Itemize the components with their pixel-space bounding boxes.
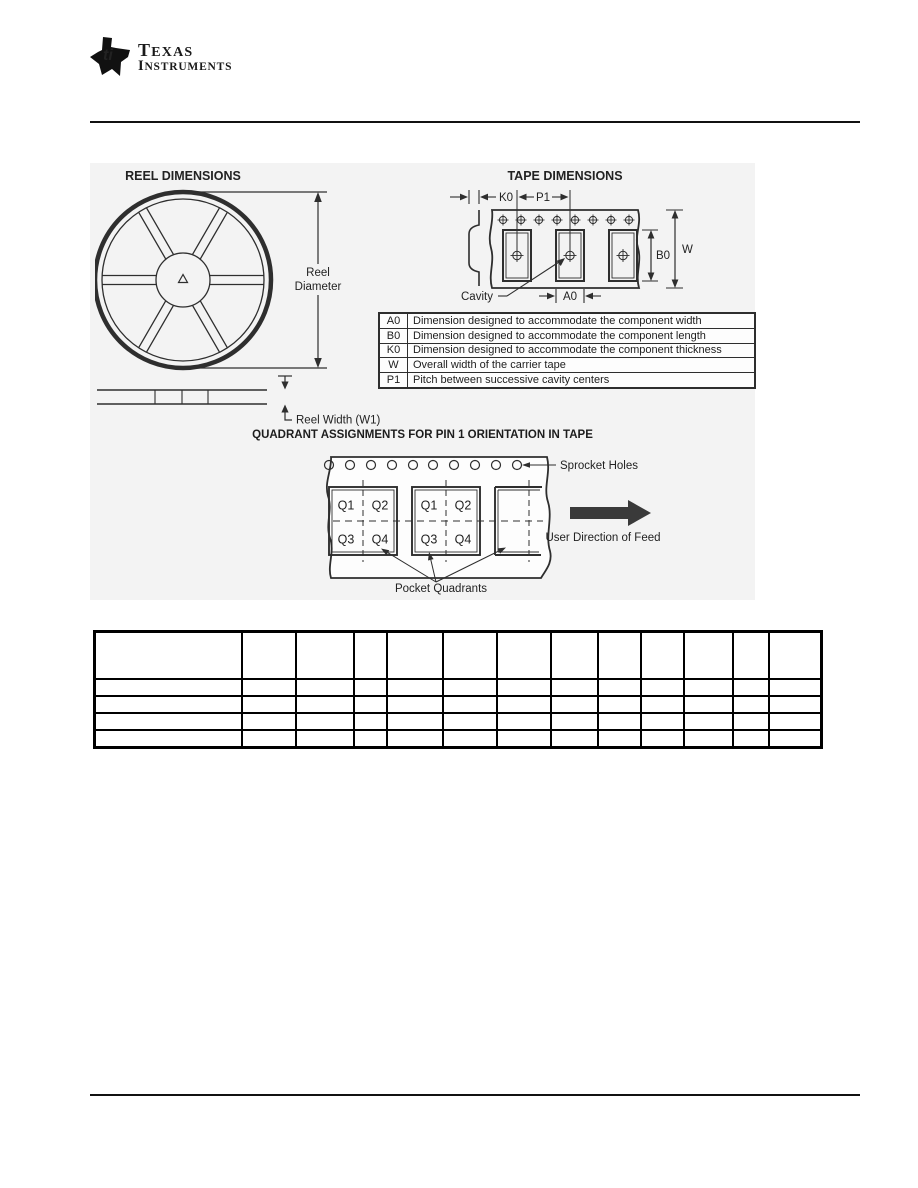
spec-cell — [551, 696, 598, 713]
spec-cell — [551, 679, 598, 696]
table-row — [379, 343, 755, 358]
spec-cell — [387, 696, 443, 713]
tape-sprocket-holes — [498, 215, 635, 226]
cavity-label: Cavity — [461, 291, 493, 303]
symbol-cell: K0 — [379, 343, 408, 358]
spec-cell — [95, 696, 242, 713]
spec-cell — [551, 632, 598, 680]
spec-data-row — [95, 679, 822, 696]
k0-dimension — [450, 190, 496, 204]
spec-cell — [598, 713, 641, 730]
feed-direction-label: User Direction of Feed — [545, 532, 661, 544]
tape-side-profile — [469, 210, 479, 286]
reel-diameter-label-2: Diameter — [294, 281, 342, 293]
header-rule — [90, 121, 860, 123]
a0-label: A0 — [562, 291, 578, 303]
sprocket-hole-icon — [606, 215, 617, 226]
spec-cell — [95, 632, 242, 680]
quadrant-title: QUADRANT ASSIGNMENTS FOR PIN 1 ORIENTATION IN TAPE — [252, 429, 593, 441]
spec-cell — [598, 730, 641, 748]
spec-cell — [641, 696, 684, 713]
spec-cell — [733, 696, 769, 713]
symbol-cell: A0 — [379, 313, 408, 328]
spec-cell — [354, 713, 387, 730]
description-cell: Dimension designed to accommodate the component width — [408, 313, 756, 328]
spec-cell — [733, 679, 769, 696]
pocket1-q4: Q4 — [371, 532, 389, 547]
spec-cell — [684, 730, 733, 748]
logo-texas: TEXAS — [138, 40, 194, 60]
ti-texas-mark-icon — [88, 36, 134, 80]
spec-cell — [497, 679, 551, 696]
spec-cell — [733, 632, 769, 680]
b0-label: B0 — [656, 250, 671, 262]
spec-cell — [684, 632, 733, 680]
reel-width-dimension — [278, 376, 292, 420]
reel-front-view — [95, 192, 271, 368]
spec-header-row — [95, 632, 822, 680]
spec-cell — [95, 713, 242, 730]
pocket2-q1: Q1 — [420, 498, 438, 513]
symbol-cell: W — [379, 358, 408, 373]
reel-dimensions-diagram — [95, 168, 395, 428]
spec-cell — [769, 632, 822, 680]
spec-cell — [387, 632, 443, 680]
ti-mark-letters: ti — [103, 47, 113, 64]
spec-cell — [684, 696, 733, 713]
cavity-center-icon — [564, 249, 577, 262]
table-row — [379, 373, 755, 388]
spec-cell — [354, 730, 387, 748]
table-row — [379, 313, 755, 328]
reel-diameter-label-1: Reel — [306, 267, 330, 279]
cavity-pocket — [609, 230, 637, 281]
spec-cell — [641, 730, 684, 748]
spec-cell — [387, 713, 443, 730]
spec-cell — [769, 713, 822, 730]
spec-cell — [242, 730, 296, 748]
spec-cell — [497, 632, 551, 680]
spec-cell — [641, 713, 684, 730]
spec-cell — [769, 679, 822, 696]
spec-cell — [387, 730, 443, 748]
pocket1-q2: Q2 — [371, 498, 389, 513]
spec-cell — [242, 696, 296, 713]
pocket1-q3: Q3 — [337, 532, 355, 547]
tape-title: TAPE DIMENSIONS — [507, 169, 623, 183]
spec-cell — [684, 713, 733, 730]
reel-diameter-dimension — [191, 192, 327, 368]
logo-text — [138, 40, 233, 74]
spec-cell — [733, 713, 769, 730]
spec-cell — [769, 730, 822, 748]
spec-cell — [733, 730, 769, 748]
cavity-center-icon — [617, 249, 630, 262]
feed-direction-arrow-icon — [570, 500, 651, 526]
spec-cell — [551, 713, 598, 730]
spec-cell — [387, 679, 443, 696]
spec-cell — [95, 730, 242, 748]
reel-width-label: Reel Width (W1) — [296, 414, 381, 427]
ti-logo — [88, 36, 232, 80]
sprocket-hole-icon — [534, 215, 545, 226]
description-cell: Pitch between successive cavity centers — [408, 373, 756, 388]
spec-cell — [684, 679, 733, 696]
spec-cell — [443, 679, 497, 696]
symbol-cell: B0 — [379, 328, 408, 343]
reel-title: REEL DIMENSIONS — [125, 169, 241, 183]
spec-cell — [443, 713, 497, 730]
spec-cell — [598, 632, 641, 680]
spec-data-row — [95, 730, 822, 748]
spec-cell — [497, 713, 551, 730]
spec-cell — [598, 696, 641, 713]
spec-cell — [354, 679, 387, 696]
spec-table — [93, 630, 823, 749]
cavity-center-icon — [511, 249, 524, 262]
quadrant-assignment-diagram — [245, 445, 665, 603]
reel-spokes — [102, 208, 264, 353]
spec-cell — [497, 730, 551, 748]
spec-cell — [296, 713, 354, 730]
description-cell: Overall width of the carrier tape — [408, 358, 756, 373]
spec-cell — [296, 632, 354, 680]
spec-data-row — [95, 713, 822, 730]
spec-cell — [296, 696, 354, 713]
pocket2-q2: Q2 — [454, 498, 472, 513]
spec-cell — [354, 696, 387, 713]
w-dimension — [666, 210, 683, 288]
quadrant-tape-strip — [327, 457, 551, 578]
reel-hub-key-icon — [179, 275, 188, 283]
tape-symbol-definitions-table — [378, 312, 756, 389]
sprocket-hole-icon — [498, 215, 509, 226]
w-label: W — [682, 244, 693, 256]
spec-cell — [242, 679, 296, 696]
spec-cell — [641, 679, 684, 696]
pocket2-q4: Q4 — [454, 532, 472, 547]
spec-cell — [95, 679, 242, 696]
spec-cell — [769, 696, 822, 713]
p1-label: P1 — [535, 192, 551, 204]
sprocket-hole-icon — [624, 215, 635, 226]
table-row — [379, 358, 755, 373]
pocket-quadrants-label: Pocket Quadrants — [394, 583, 488, 595]
sprocket-hole-icon — [570, 215, 581, 226]
description-cell: Dimension designed to accommodate the component thickness — [408, 343, 756, 358]
reel-side-view — [97, 390, 267, 404]
logo-instruments: INSTRUMENTS — [138, 58, 233, 74]
pocket2-q3: Q3 — [420, 532, 438, 547]
spec-data-row — [95, 696, 822, 713]
spec-cell — [598, 679, 641, 696]
spec-cell — [641, 632, 684, 680]
footer-rule — [90, 1094, 860, 1096]
pocket1-q1: Q1 — [337, 498, 355, 513]
spec-cell — [242, 632, 296, 680]
k0-label: K0 — [499, 192, 514, 204]
spec-cell — [242, 713, 296, 730]
sprocket-hole-icon — [588, 215, 599, 226]
tape-dimensions-diagram — [445, 168, 755, 313]
spec-cell — [551, 730, 598, 748]
spec-cell — [443, 696, 497, 713]
tape-reel-figure — [90, 163, 755, 600]
spec-cell — [443, 632, 497, 680]
spec-cell — [443, 730, 497, 748]
spec-cell — [497, 696, 551, 713]
description-cell: Dimension designed to accommodate the component length — [408, 328, 756, 343]
spec-cell — [296, 679, 354, 696]
tape-strip — [490, 210, 640, 288]
spec-cell — [354, 632, 387, 680]
sprocket-hole-icon — [552, 215, 563, 226]
symbol-cell: P1 — [379, 373, 408, 388]
sprocket-holes-label: Sprocket Holes — [560, 460, 638, 472]
table-row — [379, 328, 755, 343]
spec-cell — [296, 730, 354, 748]
